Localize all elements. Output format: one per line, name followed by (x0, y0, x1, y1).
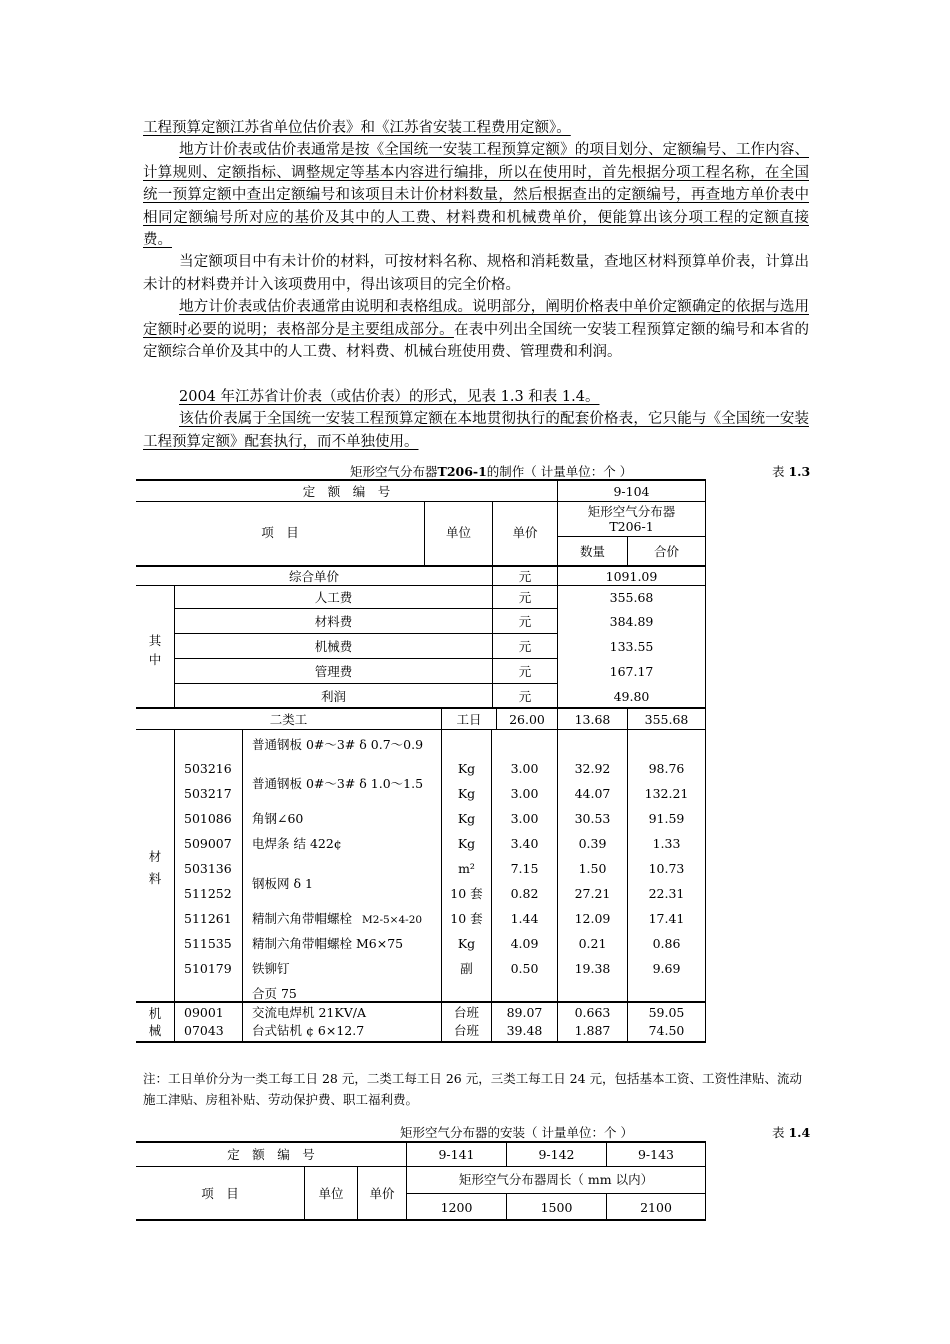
material-price: 0.50 (510, 961, 539, 976)
among-row-value: 355.68 (609, 590, 654, 605)
machinery-name: 台式钻机 ¢ 6×12.7 (252, 1023, 365, 1038)
material-unit: Kg (457, 786, 476, 801)
rule (136, 1141, 706, 1143)
material-name (252, 961, 290, 977)
footnote: 注：工日单价分为一类工每工日 28 元，二类工每工日 26 元，三类工每工日 24 元，包括基本工资、工资性津贴、流动施工津贴、房租补贴、劳动保护费、职工福利费。 (143, 1071, 803, 1107)
rule (705, 709, 706, 1043)
quota-code-value: 9-104 (613, 484, 650, 499)
material-code: 503216 (184, 761, 232, 776)
material-code: 511252 (184, 886, 232, 901)
rule (136, 707, 706, 709)
labor-price: 26.00 (509, 712, 545, 727)
paragraph-0 (143, 117, 809, 140)
material-name (252, 737, 423, 753)
table-1-4-label: 表 1.4 (772, 1125, 811, 1140)
material-quantity: 32.92 (574, 761, 611, 776)
rule (136, 565, 706, 567)
material-code: 511261 (184, 911, 232, 926)
paragraph-4-text: 2004 年江苏省计价表（或估价表）的形式，见表 1.3 和表 1.4。 (179, 389, 600, 405)
material-unit: Kg (457, 761, 476, 776)
among-row-label: 材料费 (314, 614, 353, 629)
material-amount: 98.76 (648, 761, 685, 776)
paragraph-3a-text: 地方计价表或估价表通常由说明和表格组成。说明部分，阐明价格表中单价定额确定的依据与选用定额时必要的说明；表格部分是主要组成部分。 (143, 299, 809, 338)
material-price: 3.40 (510, 836, 539, 851)
material-name-text: 铁铆钉 (252, 961, 290, 976)
material-quantity: 12.09 (574, 911, 611, 926)
material-name (252, 986, 297, 1002)
table-1-3-caption: 矩形空气分布器T206-1的制作（ 计量单位：个 ） (350, 464, 633, 479)
rule (174, 658, 558, 659)
composite-price-value: 1091.09 (605, 569, 658, 584)
rule (136, 479, 706, 481)
material-unit: 副 (460, 961, 473, 976)
material-quantity: 27.21 (574, 886, 611, 901)
paragraph-2-text: 当定额项目中有未计价的材料，可按材料名称、规格和消耗数量，查地区材料预算单价表，计算出未计的材料费并计入该项费用中，得出该项目的完全价格。 (143, 254, 809, 293)
material-name-text: 普通钢板 0#～3# δ 1.0～1.5 (252, 776, 424, 791)
among-row-label: 利润 (320, 689, 346, 704)
header-product-name: 矩形空气分布器 (587, 504, 676, 519)
rule (174, 633, 558, 634)
material-code: 503217 (184, 786, 232, 801)
material-amount: 0.86 (652, 936, 681, 951)
header-quantity: 数量 (579, 544, 605, 559)
material-name-text: 钢板网 δ 1 (252, 876, 313, 891)
material-quantity: 44.07 (574, 786, 611, 801)
material-unit: Kg (457, 836, 476, 851)
machinery-code: 07043 (184, 1023, 224, 1038)
among-row-label: 机械费 (314, 639, 353, 654)
t14-quota-code: 9-142 (538, 1147, 575, 1162)
among-row-unit: 元 (518, 590, 532, 605)
material-quantity: 1.50 (578, 861, 607, 876)
rule (174, 683, 558, 684)
among-row-value: 49.80 (613, 689, 650, 704)
machinery-amount: 59.05 (648, 1005, 685, 1020)
t14-header-unit: 单位 (318, 1186, 344, 1201)
rule (705, 479, 706, 567)
paragraph-5 (143, 408, 809, 453)
rule (136, 1041, 706, 1043)
material-name (252, 911, 422, 928)
header-product-model: T206-1 (609, 519, 654, 534)
material-name (252, 776, 423, 792)
rule (174, 729, 175, 1043)
rule (558, 536, 706, 537)
material-name-text: 普通钢板 0#～3# δ 0.7～0.9 (252, 737, 424, 752)
machinery-label: 机 械 (148, 1006, 162, 1038)
material-unit: 10 套 (450, 886, 483, 901)
material-price: 1.44 (510, 911, 539, 926)
material-code: 510179 (184, 961, 232, 976)
paragraph-0-text: 工程预算定额江苏省单位估价表》和《江苏省安装工程费用定额》。 (143, 120, 571, 136)
rule (136, 1219, 706, 1221)
material-amount: 1.33 (652, 836, 681, 851)
material-price: 4.09 (510, 936, 539, 951)
material-quantity: 30.53 (574, 811, 611, 826)
table-1-4-caption: 矩形空气分布器的安装（ 计量单位：个 ） (400, 1125, 633, 1140)
material-amount: 10.73 (648, 861, 685, 876)
material-amount: 17.41 (648, 911, 685, 926)
labor-quantity: 13.68 (574, 712, 611, 727)
machinery-code: 09001 (184, 1005, 224, 1020)
rule (492, 567, 493, 709)
material-name (252, 876, 313, 892)
material-unit: 10 套 (450, 911, 483, 926)
material-name-text: 角钢∠60 (252, 811, 304, 826)
among-row-unit: 元 (518, 639, 532, 654)
paragraph-3b-text: 在表中列出全国统一安装工程预算定额的编号和本省的定额综合单价及其中的人工费、材料费、机械台班使用费、管理费和利润。 (143, 321, 810, 360)
material-price: 0.82 (510, 886, 539, 901)
material-code: 509007 (184, 836, 232, 851)
material-name-text: 精制六角带帽螺栓 (252, 911, 353, 926)
machinery-quantity: 0.663 (574, 1005, 611, 1020)
machinery-price: 39.48 (506, 1023, 543, 1038)
materials-label: 材 料 (148, 849, 162, 886)
machinery-unit: 台班 (453, 1023, 479, 1038)
material-unit: m² (458, 861, 475, 876)
material-price: 3.00 (510, 786, 539, 801)
rule (242, 729, 243, 1043)
material-amount: 91.59 (648, 811, 685, 826)
material-name-spec: M2-5×4-20 (362, 914, 423, 926)
header-quota-code: 定 额 编 号 (302, 484, 391, 499)
t14-perimeter-size: 1500 (540, 1200, 573, 1215)
material-price: 3.00 (510, 761, 539, 776)
machinery-name: 交流电焊机 21KV/A (252, 1005, 366, 1020)
material-code: 511535 (184, 936, 232, 951)
machinery-amount: 74.50 (648, 1023, 685, 1038)
paragraph-3 (143, 296, 809, 364)
among-row-label: 管理费 (314, 664, 353, 679)
among-row-unit: 元 (518, 664, 532, 679)
header-unit: 单位 (445, 525, 471, 540)
material-amount: 9.69 (652, 961, 681, 976)
machinery-unit: 台班 (453, 1005, 479, 1020)
among-row-unit: 元 (518, 614, 532, 629)
composite-price-label: 综合单价 (288, 569, 339, 584)
rule (174, 608, 558, 609)
among-row-unit: 元 (518, 689, 532, 704)
material-unit: Kg (457, 936, 476, 951)
material-name-text: 精制六角带帽螺栓 M6×75 (252, 936, 404, 951)
rule (705, 1141, 706, 1221)
material-price: 3.00 (510, 811, 539, 826)
rule (557, 567, 558, 709)
composite-price-unit: 元 (518, 569, 532, 584)
material-unit: Kg (457, 811, 476, 826)
paragraph-1-text: 地方计价表或估价表通常是按《全国统一安装工程预算定额》的项目划分、定额编号、工作内容、计算规则、定额指标、调整规定等基本内容进行编排，所以在使用时，首先根据分项工程名称，在全国统一预算定额中查出定额编号和该项目未计价材料数量，然后根据查出的定额编号，再查地方单价表中相同定额编号所对应的基价及其中的人工费、材料费和机械费单价，便能算出该分项工程的定额直接费。 (143, 142, 809, 248)
rule (136, 729, 706, 730)
material-name-text: 电焊条 结 422¢ (252, 836, 342, 851)
material-name-text: 合页 75 (252, 986, 297, 1001)
material-quantity: 19.38 (574, 961, 611, 976)
material-name (252, 836, 342, 852)
t14-perimeter-size: 1200 (440, 1200, 473, 1215)
among-row-label: 人工费 (314, 590, 353, 605)
machinery-quantity: 1.887 (574, 1023, 611, 1038)
paragraph-5-text: 该估价表属于全国统一安装工程预算定额在本地贯彻执行的配套价格表，它只能与《全国统一安装工程预算定额》配套执行，而不单独使用。 (143, 411, 809, 450)
t14-perimeter-size: 2100 (640, 1200, 672, 1215)
t14-header-item: 项 目 (201, 1186, 239, 1201)
t14-header-unit-price: 单价 (369, 1186, 395, 1201)
labor-label: 二类工 (269, 712, 308, 727)
material-quantity: 0.21 (578, 936, 607, 951)
header-item: 项 目 (261, 525, 299, 540)
labor-unit: 工日 (456, 712, 482, 727)
among-row-value: 384.89 (609, 614, 654, 629)
material-code: 501086 (184, 811, 232, 826)
paragraph-4 (143, 386, 809, 409)
material-amount: 22.31 (648, 886, 685, 901)
rule (407, 1193, 706, 1194)
among-label: 其 中 (148, 633, 162, 667)
among-row-value: 133.55 (609, 639, 654, 654)
material-quantity: 0.39 (578, 836, 607, 851)
t14-quota-code: 9-143 (637, 1147, 675, 1162)
labor-amount: 355.68 (644, 712, 689, 727)
material-name (252, 936, 403, 952)
rule (136, 1001, 706, 1003)
material-code: 503136 (184, 861, 232, 876)
t14-quota-code: 9-141 (438, 1147, 475, 1162)
t14-header-perimeter: 矩形空气分布器周长（ mm 以内） (458, 1172, 654, 1187)
t14-header-quota-code: 定 额 编 号 (227, 1147, 315, 1162)
header-unit-price: 单价 (512, 525, 538, 540)
rule (136, 501, 706, 502)
header-amount: 合价 (653, 544, 679, 559)
rule (136, 585, 706, 586)
material-price: 7.15 (510, 861, 539, 876)
paragraph-2 (143, 251, 809, 296)
paragraph-1 (143, 139, 809, 252)
machinery-price: 89.07 (506, 1005, 543, 1020)
material-name (252, 811, 303, 827)
among-row-value: 167.17 (609, 664, 654, 679)
table-1-3-label: 表 1.3 (772, 464, 811, 479)
material-amount: 132.21 (644, 786, 689, 801)
rule (705, 567, 706, 709)
rule (136, 1166, 706, 1167)
